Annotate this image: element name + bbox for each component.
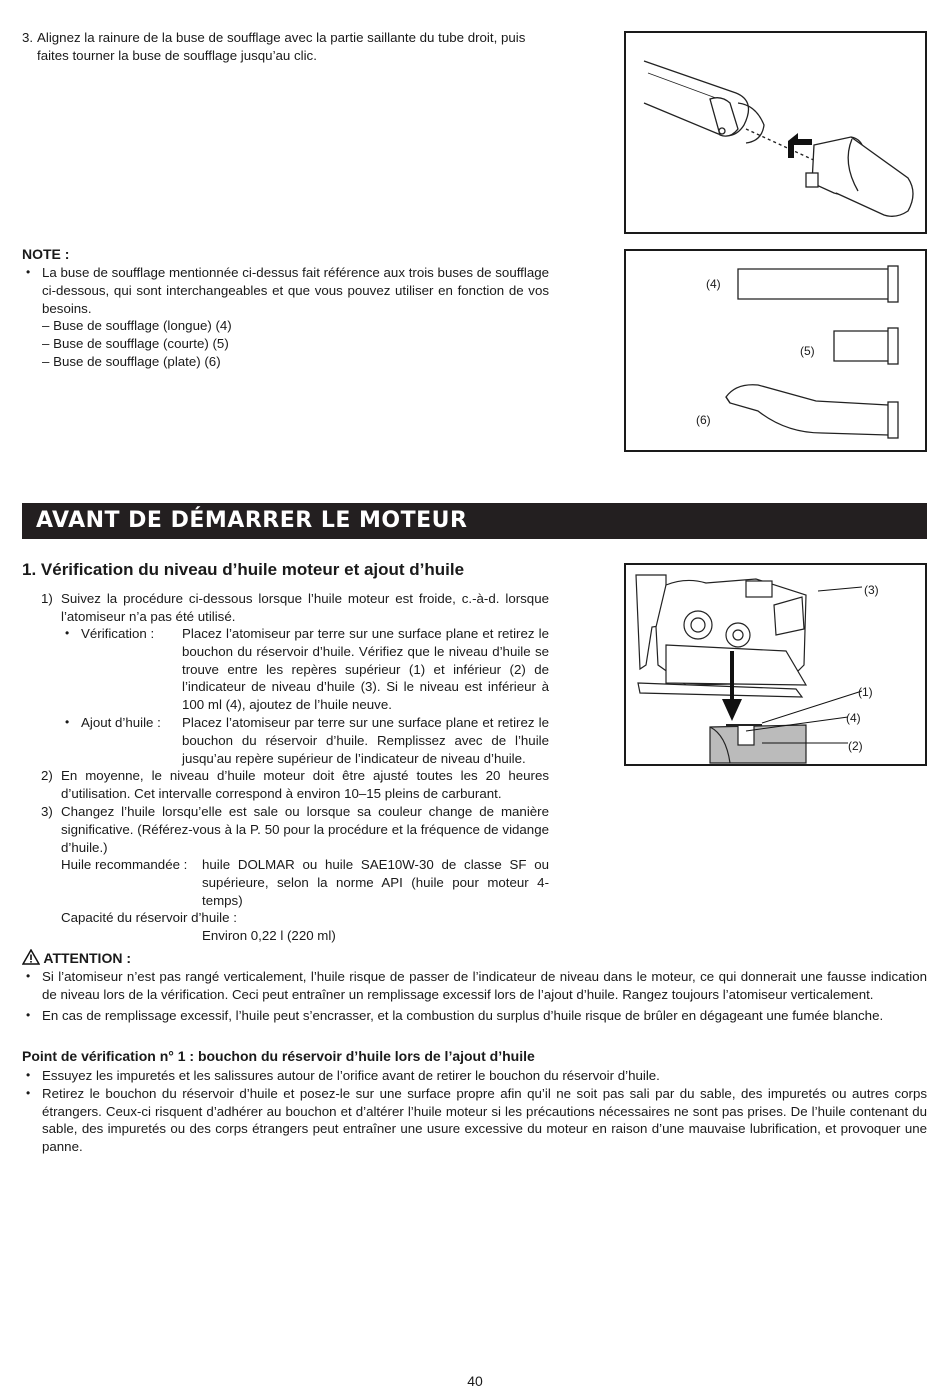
note-item-long: – Buse de soufflage (longue) (4) bbox=[42, 318, 232, 333]
label-gauge-1: (1) bbox=[858, 685, 873, 699]
oil-check-heading: 1. Vérification du niveau d’huile moteur et ajout d’huile bbox=[22, 560, 465, 579]
ajout-text: Placez l’atomiseur par terre sur une surface plane et retirez le bouchon du réservoir d’huile. Remplissez avec de l’huile jusqu’au repère supérieur de l’indicateur de niveau d’huile. bbox=[182, 715, 549, 766]
warning-triangle-icon bbox=[22, 949, 40, 965]
label-nozzle-6: (6) bbox=[696, 413, 711, 427]
nozzles-illustration bbox=[626, 251, 925, 450]
attention-bullet-1: • Si l’atomiseur n’est pas rangé verticalement, l’huile risque de passer de l’indicateur de niveau dans le moteur, ce qui donnerait une fausse indication de niveau lors de la vérification. Ceci peut entraîner un remplissage excessif lors de l’ajout d’huile. Rangez toujours l’atomiseur verticalement. bbox=[22, 968, 927, 1004]
figure-nozzles bbox=[624, 249, 927, 452]
note-bullet: • La buse de soufflage mentionnée ci-dessus fait référence aux trois buses de soufflage ci-dessous, qui sont interchangeables et que vous pouvez utiliser en fonction de vos besoins. bbox=[22, 264, 549, 317]
verification-label: • Vérification : bbox=[61, 625, 154, 643]
oil-item-3 bbox=[41, 803, 549, 856]
note-list bbox=[42, 317, 542, 370]
recommended-oil bbox=[61, 856, 549, 909]
label-gauge-3: (3) bbox=[864, 583, 879, 597]
oil-item-2-number: 2) bbox=[41, 768, 53, 783]
note-title: NOTE : bbox=[22, 246, 70, 262]
attention-list bbox=[22, 968, 927, 1024]
verification-text: Placez l’atomiseur par terre sur une surface plane et retirez le bouchon du réservoir d’huile. Vérifiez que le niveau d’huile se trouve entre les repères supérieur (1) et inférieur (2) de l’indicateur de niveau d’huile (3). Si le niveau est inférieur à 100 ml (4), ajoutez de l’huile neuve. bbox=[182, 626, 549, 713]
oil-item-1-number: 1) bbox=[41, 591, 53, 606]
nozzle-attach-illustration bbox=[626, 33, 925, 232]
step-3-text: Alignez la rainure de la buse de soufflage avec la partie saillante du tube droit, puis faites tourner la buse de soufflage jusqu’au clic. bbox=[37, 30, 526, 63]
oil-gauge-illustration bbox=[626, 565, 925, 764]
checkpoint-bullet-1: • Essuyez les impuretés et les salissures autour de l’orifice avant de retirer le bouchon du réservoir d’huile. bbox=[22, 1067, 927, 1085]
oil-item-3-number: 3) bbox=[41, 804, 53, 819]
oil-item-1 bbox=[41, 590, 549, 626]
section-title: AVANT DE DÉMARRER LE MOTEUR bbox=[36, 508, 468, 533]
ajout-block bbox=[61, 714, 549, 767]
label-nozzle-5: (5) bbox=[800, 344, 815, 358]
figure-nozzle-attach bbox=[624, 31, 927, 234]
attention-heading bbox=[22, 949, 131, 967]
step-3 bbox=[22, 29, 549, 65]
tank-capacity-label: Capacité du réservoir d’huile : bbox=[61, 910, 237, 925]
checkpoint-bullet-2: • Retirez le bouchon du réservoir d’huile et posez-le sur une surface propre afin qu’il ne soit pas sali par du sable, des impuretés ou autres corps étrangers. Ceux-ci risquent d’adhérer au bouchon et d’altérer l’huile moteur si les précautions nécessaires ne sont pas prises. De l’huile contenant du sable, des impuretés ou des corps étrangers peut entraîner une usure excessive du moteur en raison d’une mauvaise lubrification, et provoquer une panne. bbox=[22, 1085, 927, 1156]
checkpoint-title: Point de vérification n° 1 : bouchon du réservoir d’huile lors de l’ajout d’huile bbox=[22, 1048, 535, 1064]
section-header-bar bbox=[22, 503, 927, 539]
step-3-number: 3. bbox=[22, 30, 34, 45]
label-gauge-2: (2) bbox=[848, 739, 863, 753]
oil-item-3-text: Changez l’huile lorsqu’elle est sale ou lorsque sa couleur change de manière significative. (Référez-vous à la P. 50 pour la procédure et la fréquence de vidange d’huile.) bbox=[61, 804, 549, 855]
note-item-flat: – Buse de soufflage (plate) (6) bbox=[42, 353, 221, 369]
page-number: 40 bbox=[467, 1373, 483, 1389]
attention-bullet-2: • En cas de remplissage excessif, l’huile peut s’encrasser, et la combustion du surplus d’huile risque de brûler en dégageant une fumée blanche. bbox=[22, 1007, 927, 1025]
ajout-label: • Ajout d’huile : bbox=[61, 714, 161, 732]
recommended-oil-text: huile DOLMAR ou huile SAE10W-30 de classe SF ou supérieure, selon la norme API (huile pour moteur 4-temps) bbox=[202, 857, 549, 908]
oil-item-2 bbox=[41, 767, 549, 803]
tank-capacity-value: Environ 0,22 l (220 ml) bbox=[202, 928, 336, 943]
attention-title: ATTENTION : bbox=[43, 950, 131, 966]
label-gauge-4: (4) bbox=[846, 711, 861, 725]
oil-item-1-text: Suivez la procédure ci-dessous lorsque l’huile moteur est froide, c.-à-d. lorsque l’atomiseur n’a pas été utilisé. bbox=[61, 591, 549, 624]
label-nozzle-4: (4) bbox=[706, 277, 721, 291]
note-item-short: – Buse de soufflage (courte) (5) bbox=[42, 335, 229, 351]
oil-item-2-text: En moyenne, le niveau d’huile moteur doit être ajusté toutes les 20 heures d’utilisation. Cet intervalle correspond à environ 10–15 pleins de carburant. bbox=[61, 768, 549, 801]
recommended-oil-label: Huile recommandée : bbox=[61, 857, 188, 872]
verification-block bbox=[61, 625, 549, 714]
checkpoint-list bbox=[22, 1067, 927, 1156]
figure-oil-gauge bbox=[624, 563, 927, 766]
